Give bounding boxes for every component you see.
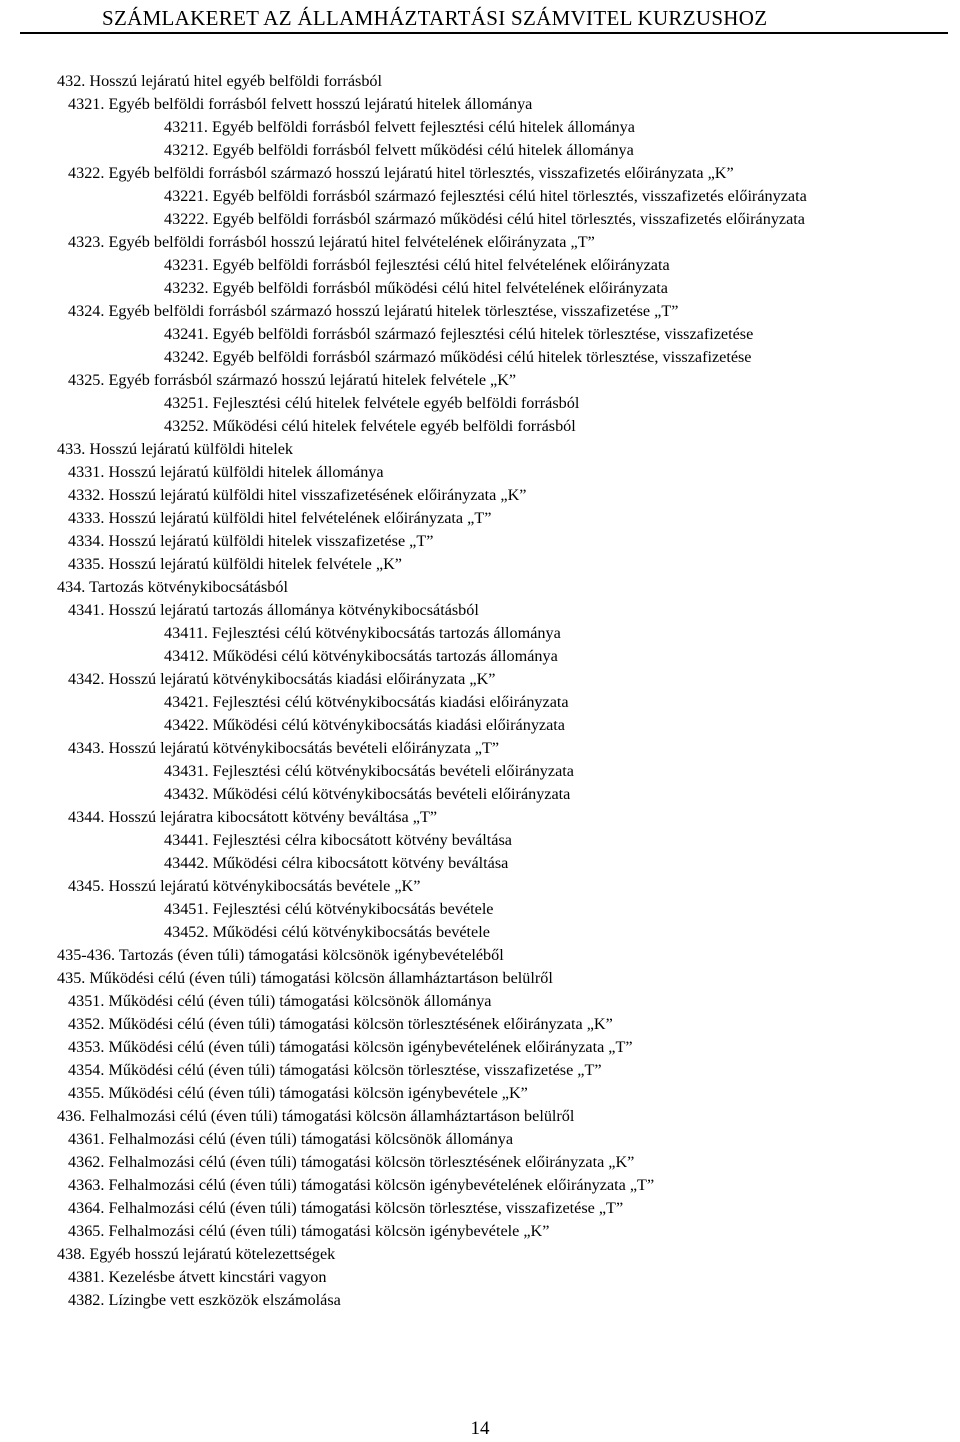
account-entry: 4335. Hosszú lejáratú külföldi hitelek felvétele „K” <box>68 555 402 573</box>
account-entry: 4321. Egyéb belföldi forrásból felvett hosszú lejáratú hitelek állománya <box>68 95 533 113</box>
account-entry: 4341. Hosszú lejáratú tartozás állománya kötvénykibocsátásból <box>68 601 479 619</box>
account-entry: 43432. Működési célú kötvénykibocsátás bevételi előirányzata <box>164 785 571 803</box>
account-entry: 43211. Egyéb belföldi forrásból felvett fejlesztési célú hitelek állománya <box>164 118 635 136</box>
account-entry: 4325. Egyéb forrásból származó hosszú lejáratú hitelek felvétele „K” <box>68 371 517 389</box>
account-entry: 4332. Hosszú lejáratú külföldi hitel visszafizetésének előirányzata „K” <box>68 486 527 504</box>
account-entry: 4323. Egyéb belföldi forrásból hosszú lejáratú hitel felvételének előirányzata „T” <box>68 233 595 251</box>
account-entry: 4352. Működési célú (éven túli) támogatási kölcsön törlesztésének előirányzata „K” <box>68 1015 613 1033</box>
account-entry: 43252. Működési célú hitelek felvétele egyéb belföldi forrásból <box>164 417 576 435</box>
account-entry: 435. Működési célú (éven túli) támogatási kölcsön államháztartáson belülről <box>57 969 553 987</box>
account-entry: 43451. Fejlesztési célú kötvénykibocsátás bevétele <box>164 900 494 918</box>
account-entry: 435-436. Tartozás (éven túli) támogatási kölcsönök igénybevételéből <box>57 946 504 964</box>
account-entry: 4343. Hosszú lejáratú kötvénykibocsátás bevételi előirányzata „T” <box>68 739 500 757</box>
account-entry: 4382. Lízingbe vett eszközök elszámolása <box>68 1291 341 1309</box>
account-entry: 4361. Felhalmozási célú (éven túli) támogatási kölcsönök állománya <box>68 1130 514 1148</box>
account-entry: 43441. Fejlesztési célra kibocsátott kötvény beváltása <box>164 831 512 849</box>
account-entry: 433. Hosszú lejáratú külföldi hitelek <box>57 440 294 458</box>
account-entry: 4364. Felhalmozási célú (éven túli) támogatási kölcsön törlesztése, visszafizetése „T” <box>68 1199 624 1217</box>
account-entry: 4324. Egyéb belföldi forrásból származó hosszú lejáratú hitelek törlesztése, visszafizetése „T” <box>68 302 679 320</box>
account-entry: 43421. Fejlesztési célú kötvénykibocsátás kiadási előirányzata <box>164 693 569 711</box>
account-entry: 4334. Hosszú lejáratú külföldi hitelek visszafizetése „T” <box>68 532 434 550</box>
account-entry: 434. Tartozás kötvénykibocsátásból <box>57 578 288 596</box>
account-entry: 43222. Egyéb belföldi forrásból származó működési célú hitel törlesztés, visszafizetés előirányzata <box>164 210 805 228</box>
account-entry: 43452. Működési célú kötvénykibocsátás bevétele <box>164 923 490 941</box>
account-entry: 4331. Hosszú lejáratú külföldi hitelek állománya <box>68 463 384 481</box>
account-entry: 43212. Egyéb belföldi forrásból felvett működési célú hitelek állománya <box>164 141 634 159</box>
account-entry: 4354. Működési célú (éven túli) támogatási kölcsön törlesztése, visszafizetése „T” <box>68 1061 602 1079</box>
account-entry: 43242. Egyéb belföldi forrásból származó működési célú hitelek törlesztése, visszafizetése <box>164 348 752 366</box>
account-entry: 43422. Működési célú kötvénykibocsátás kiadási előirányzata <box>164 716 565 734</box>
account-entry: 438. Egyéb hosszú lejáratú kötelezettségek <box>57 1245 336 1263</box>
account-entry: 436. Felhalmozási célú (éven túli) támogatási kölcsön államháztartáson belülről <box>57 1107 575 1125</box>
account-entry: 4344. Hosszú lejáratra kibocsátott kötvény beváltása „T” <box>68 808 438 826</box>
account-entry: 4342. Hosszú lejáratú kötvénykibocsátás kiadási előirányzata „K” <box>68 670 496 688</box>
account-entry: 43241. Egyéb belföldi forrásból származó fejlesztési célú hitelek törlesztése, visszafizetése <box>164 325 754 343</box>
account-entry: 43411. Fejlesztési célú kötvénykibocsátás tartozás állománya <box>164 624 561 642</box>
account-entry: 4351. Működési célú (éven túli) támogatási kölcsönök állománya <box>68 992 492 1010</box>
page-number: 14 <box>470 1418 490 1439</box>
account-entry: 43221. Egyéb belföldi forrásból származó fejlesztési célú hitel törlesztés, visszafizetés előirányzata <box>164 187 807 205</box>
account-entry: 43232. Egyéb belföldi forrásból működési célú hitel felvételének előirányzata <box>164 279 668 297</box>
account-entry: 4322. Egyéb belföldi forrásból származó hosszú lejáratú hitel törlesztés, visszafizetés előirányzata „K” <box>68 164 734 182</box>
account-entry: 4362. Felhalmozási célú (éven túli) támogatási kölcsön törlesztésének előirányzata „K” <box>68 1153 635 1171</box>
account-entry: 4381. Kezelésbe átvett kincstári vagyon <box>68 1268 327 1286</box>
account-entry: 43431. Fejlesztési célú kötvénykibocsátás bevételi előirányzata <box>164 762 574 780</box>
account-entry: 4365. Felhalmozási célú (éven túli) támogatási kölcsön igénybevétele „K” <box>68 1222 550 1240</box>
account-entry: 43231. Egyéb belföldi forrásból fejlesztési célú hitel felvételének előirányzata <box>164 256 670 274</box>
account-entry: 43442. Működési célra kibocsátott kötvény beváltása <box>164 854 509 872</box>
account-entry: 4353. Működési célú (éven túli) támogatási kölcsön igénybevételének előirányzata „T” <box>68 1038 633 1056</box>
account-list <box>0 70 960 1312</box>
account-entry: 4345. Hosszú lejáratú kötvénykibocsátás bevétele „K” <box>68 877 421 895</box>
account-entry: 4363. Felhalmozási célú (éven túli) támogatási kölcsön igénybevételének előirányzata „T” <box>68 1176 655 1194</box>
account-entry: 432. Hosszú lejáratú hitel egyéb belföldi forrásból <box>57 72 383 90</box>
account-entry: 4355. Működési célú (éven túli) támogatási kölcsön igénybevétele „K” <box>68 1084 528 1102</box>
account-entry: 43251. Fejlesztési célú hitelek felvétele egyéb belföldi forrásból <box>164 394 580 412</box>
account-entry: 4333. Hosszú lejáratú külföldi hitel felvételének előirányzata „T” <box>68 509 492 527</box>
account-entry: 43412. Működési célú kötvénykibocsátás tartozás állománya <box>164 647 558 665</box>
page-header: SZÁMLAKERET AZ ÁLLAMHÁZTARTÁSI SZÁMVITEL KURZUSHOZ <box>20 4 948 34</box>
